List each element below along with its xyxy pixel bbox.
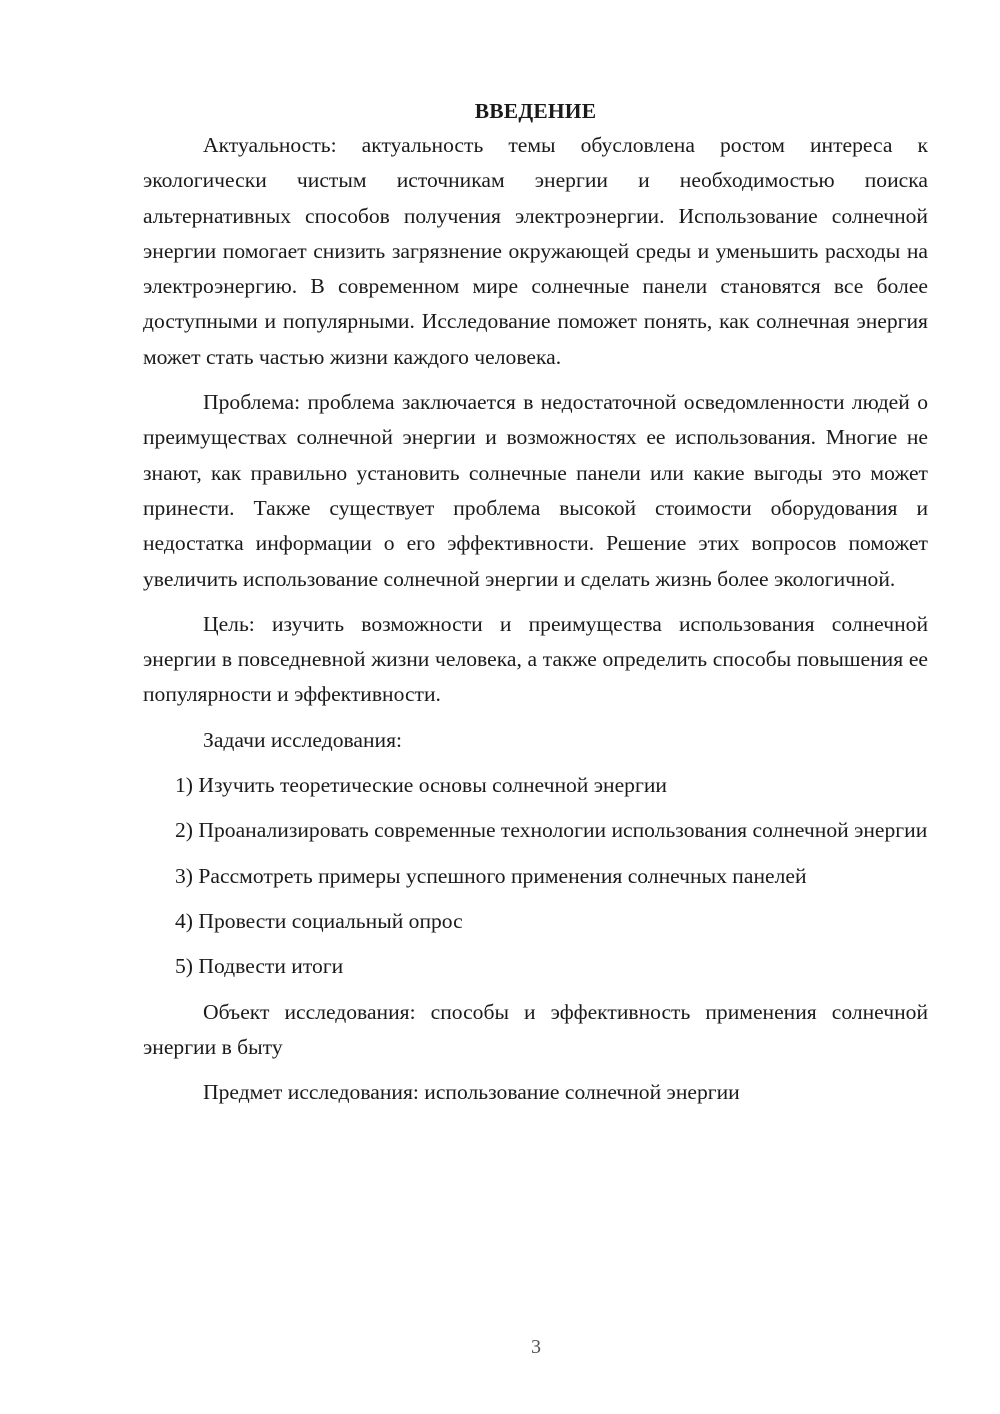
task-item-2: 2) Проанализировать современные технологии использования солнечной энергии bbox=[175, 818, 928, 843]
task-item-3: 3) Рассмотреть примеры успешного применения солнечных панелей bbox=[175, 863, 807, 888]
page-number: 3 bbox=[531, 1336, 541, 1358]
object-paragraph: Объект исследования: способы и эффективность применения солнечной энергии в быту bbox=[143, 999, 928, 1059]
task-item-1: 1) Изучить теоретические основы солнечной энергии bbox=[175, 773, 667, 798]
section-heading: ВВЕДЕНИЕ bbox=[474, 99, 597, 123]
subject-paragraph: Предмет исследования: использование солнечной энергии bbox=[203, 1080, 740, 1105]
task-item-5: 5) Подвести итоги bbox=[175, 954, 344, 979]
page-content bbox=[143, 96, 928, 1120]
task-item-4: 4) Провести социальный опрос bbox=[175, 908, 463, 933]
problem-paragraph: Проблема: проблема заключается в недостаточной осведомленности людей о преимуществах солнечной энергии и возможностях ее использования. Многие не знают, как правильно установить солнечные панели или какие выгоды это может принести. Также существует проблема высокой стоимости оборудования и недостатка информации о его эффективности. Решение этих вопросов поможет увеличить использование солнечной энергии и сделать жизнь более экологичной. bbox=[143, 390, 928, 591]
tasks-title: Задачи исследования: bbox=[203, 727, 403, 752]
goal-paragraph: Цель: изучить возможности и преимущества использования солнечной энергии в повседневной жизни человека, а также определить способы повышения ее популярности и эффективности. bbox=[143, 611, 928, 707]
relevance-paragraph: Актуальность: актуальность темы обусловлена ростом интереса к экологически чистым источникам энергии и необходимостью поиска альтернативных способов получения электроэнергии. Использование солнечной энергии помогает снизить загрязнение окружающей среды и уменьшить расходы на электроэнергию. В современном мире солнечные панели становятся все более доступными и популярными. Исследование поможет понять, как солнечная энергия может стать частью жизни каждого человека. bbox=[143, 133, 928, 369]
